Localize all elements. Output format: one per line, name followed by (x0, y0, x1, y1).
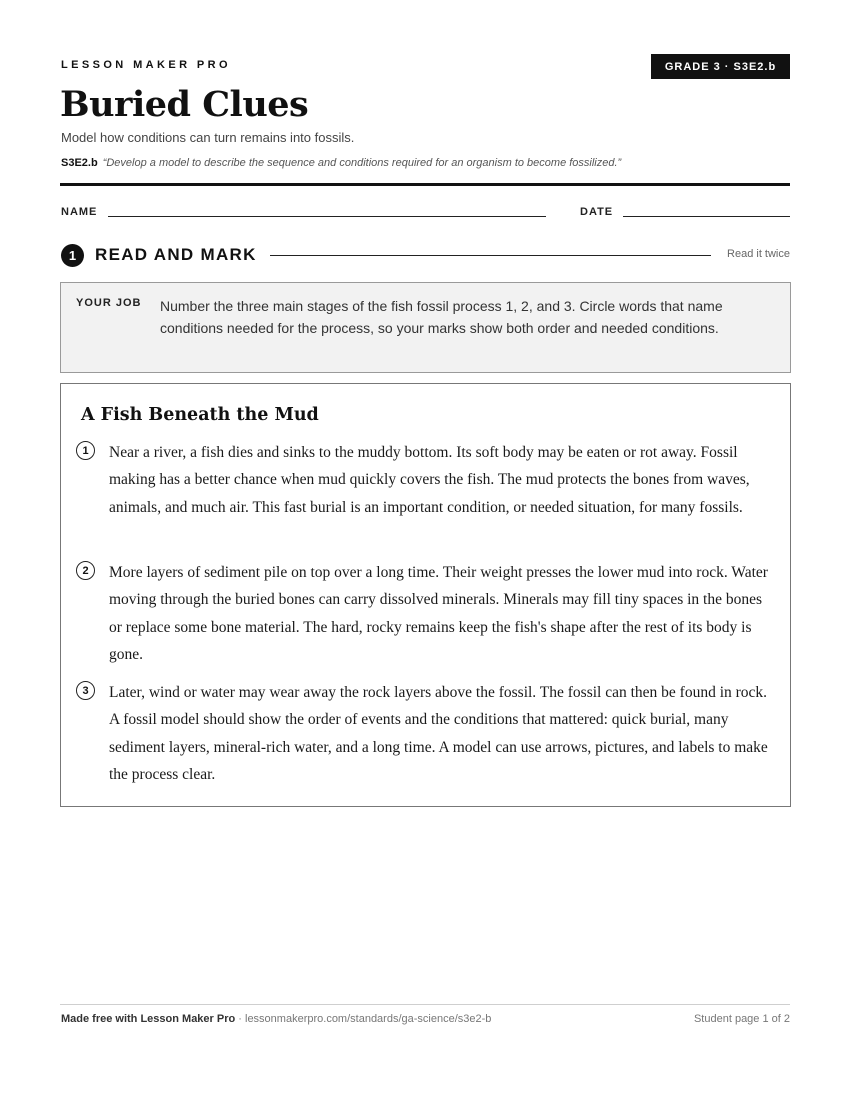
date-label: DATE (580, 206, 614, 218)
grade-badge: GRADE 3 · S3E2.b (651, 54, 790, 79)
standard-code: S3E2.b (61, 157, 98, 169)
footer-made-with: Made free with Lesson Maker Pro (61, 1013, 236, 1025)
paragraph-text: More layers of sediment pile on top over a long time. Their weight presses the lower mud into rock. Water moving through the buried bones can carry dissolved minerals. Minerals may fill tiny spaces in the bones or replace some bone material. The hard, rocky remains keep the fish's shape after the rest of its body is gone. (109, 564, 768, 663)
job-label: YOUR JOB (76, 297, 142, 309)
brand-name: LESSON MAKER PRO (61, 59, 231, 71)
section-number-badge: 1 (61, 244, 84, 267)
page-subtitle: Model how conditions can turn remains into fossils. (61, 130, 355, 145)
section-note: Read it twice (727, 248, 790, 260)
header-divider (60, 183, 790, 186)
paragraph-number-circle: 2 (76, 561, 95, 580)
paragraph-number-circle: 1 (76, 441, 95, 460)
section-divider (270, 255, 711, 256)
footer-page-number: Student page 1 of 2 (693, 1013, 790, 1025)
standard-text: “Develop a model to describe the sequence and conditions required for an organism to become fossilized.” (102, 157, 622, 169)
section-title: READ AND MARK (95, 245, 257, 264)
page-title: Buried Clues (60, 84, 309, 125)
footer-divider (60, 1004, 790, 1005)
job-box (60, 282, 791, 373)
paragraph-text: Near a river, a fish dies and sinks to the muddy bottom. Its soft body may be eaten or rot away. Fossil making has a better chance when mud quickly covers the fish. The mud protects the bones from waves, animals, and much air. This fast burial is an important condition, or needed situation, for many fossils. (109, 444, 750, 516)
job-instructions: Number the three main stages of the fish fossil process 1, 2, and 3. Circle words that name conditions needed for the process, so your marks show both order and needed conditions. (160, 298, 723, 336)
passage-title: A Fish Beneath the Mud (81, 405, 319, 425)
footer-credit (61, 1013, 491, 1025)
date-field[interactable] (623, 216, 790, 217)
footer-url[interactable]: lessonmakerpro.com/standards/ga-science/s3e2-b (245, 1013, 492, 1025)
footer-separator: · (235, 1013, 245, 1025)
paragraph-number-circle: 3 (76, 681, 95, 700)
name-field[interactable] (108, 216, 546, 217)
name-label: NAME (61, 206, 98, 218)
reading-passage (60, 383, 791, 807)
standard-line (61, 157, 621, 169)
paragraph-text: Later, wind or water may wear away the rock layers above the fossil. The fossil can then be found in rock. A fossil model should show the order of events and the conditions that mattered: quick burial, many sediment layers, mineral-rich water, and a long time. A model can use arrows, pictures, and labels to make the process clear. (109, 684, 768, 783)
